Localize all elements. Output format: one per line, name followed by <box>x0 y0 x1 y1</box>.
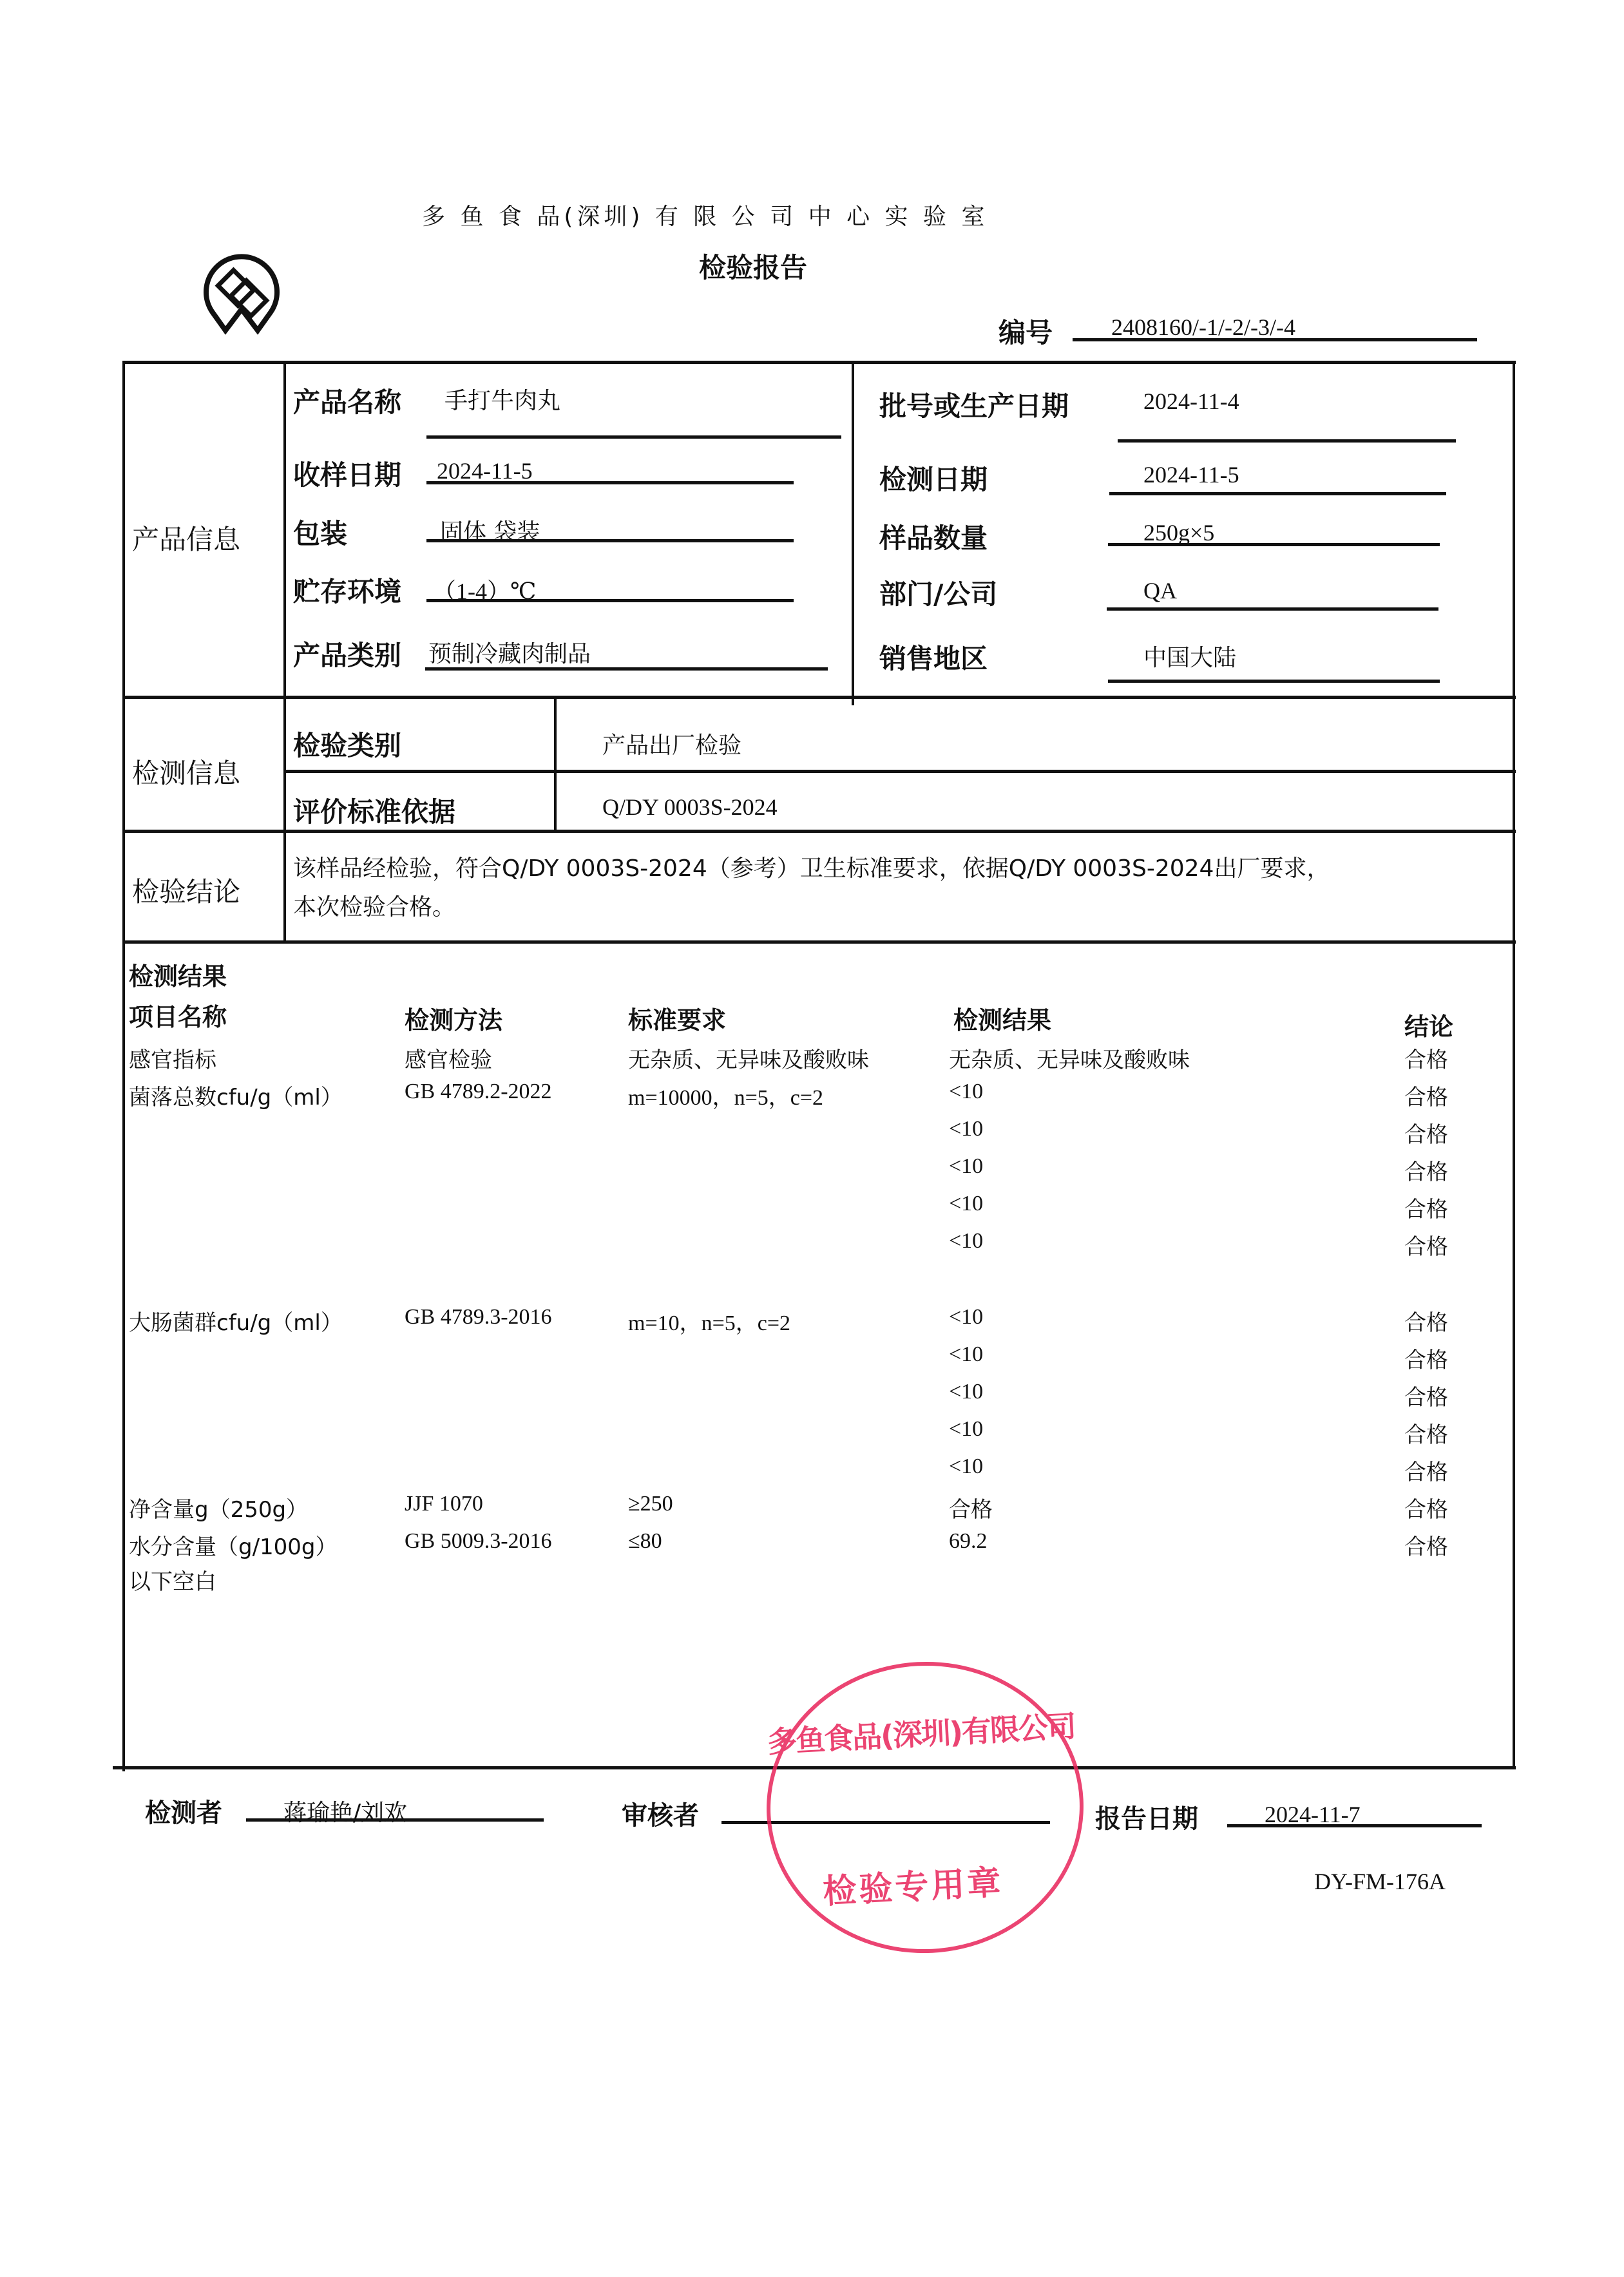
test-info-section-label: 检测信息 <box>132 757 241 789</box>
test-result-cell: 无杂质、无异味及酸败味 <box>949 1049 1190 1072</box>
item-name-cell: 大肠菌群cfu/g（ml） <box>129 1310 343 1336</box>
reviewer-label: 审核者 <box>622 1801 699 1831</box>
column-header-result: 检测结果 <box>953 1006 1052 1034</box>
test-info-row-divider <box>283 770 1516 773</box>
product-name-underline <box>426 435 841 439</box>
item-name-cell: 菌落总数cfu/g（ml） <box>129 1085 343 1110</box>
report-number-value: 2408160/-1/-2/-3/-4 <box>1111 314 1295 340</box>
packaging-underline <box>426 539 794 542</box>
test-info-bottom-border <box>122 830 1516 833</box>
verdict-cell: 合格 <box>1404 1122 1448 1148</box>
report-date-underline <box>1227 1824 1482 1827</box>
tester-underline <box>246 1818 544 1822</box>
verdict-cell: 合格 <box>1404 1422 1448 1448</box>
verdict-cell: 合格 <box>1404 1348 1448 1373</box>
test-result-cell: 合格 <box>949 1498 993 1522</box>
batch-production-date-label: 批号或生产日期 <box>879 390 1069 422</box>
department-label: 部门/公司 <box>879 578 998 610</box>
evaluation-standard-value: Q/DY 0003S-2024 <box>602 794 778 820</box>
stamp-center-text: 检验专用章 <box>822 1863 1004 1912</box>
standard-requirement-cell: 无杂质、无异味及酸败味 <box>628 1049 869 1072</box>
product-name-label: 产品名称 <box>293 386 402 418</box>
product-category-label: 产品类别 <box>293 640 402 671</box>
verdict-cell: 合格 <box>1404 1197 1448 1223</box>
sales-region-label: 销售地区 <box>879 643 988 674</box>
inspection-type-label: 检验类别 <box>293 730 402 761</box>
test-result-cell: <10 <box>949 1417 984 1441</box>
standard-requirement-cell: m=10，n=5，c=2 <box>628 1311 791 1335</box>
company-seal-stamp <box>759 1653 1091 1961</box>
verdict-cell: 合格 <box>1404 1497 1448 1523</box>
test-date-label: 检测日期 <box>879 464 988 495</box>
sample-quantity-value: 250g×5 <box>1143 520 1215 546</box>
verdict-cell: 合格 <box>1404 1085 1448 1110</box>
column-header-item: 项目名称 <box>129 1003 227 1031</box>
sample-quantity-underline <box>1108 543 1440 546</box>
test-result-cell: <10 <box>949 1305 984 1329</box>
test-method-cell: GB 5009.3-2016 <box>405 1529 552 1553</box>
sales-region-underline <box>1108 680 1440 683</box>
test-method-cell: GB 4789.2-2022 <box>405 1080 552 1103</box>
results-title: 检测结果 <box>129 962 227 991</box>
conclusion-text-line-2: 本次检验合格。 <box>293 894 456 920</box>
test-result-cell: <10 <box>949 1380 984 1404</box>
inspection-type-value: 产品出厂检验 <box>602 732 742 759</box>
standard-requirement-cell: ≤80 <box>628 1529 662 1553</box>
report-title: 检验报告 <box>699 252 808 283</box>
test-date-underline <box>1109 492 1446 495</box>
packaging-value: 固体 袋装 <box>440 519 540 546</box>
department-underline <box>1107 607 1438 611</box>
test-date-value: 2024-11-5 <box>1143 462 1239 488</box>
standard-requirement-cell: ≥250 <box>628 1492 673 1516</box>
sales-region-value: 中国大陆 <box>1143 645 1237 671</box>
test-method-cell: 感官检验 <box>405 1049 492 1072</box>
verdict-cell: 合格 <box>1404 1310 1448 1336</box>
item-name-cell: 净含量g（250g） <box>129 1497 309 1523</box>
standard-requirement-cell: m=10000，n=5，c=2 <box>628 1086 824 1110</box>
table-left-border <box>122 361 125 1771</box>
product-info-bottom-border <box>122 696 1516 699</box>
storage-condition-label: 贮存环境 <box>293 576 402 607</box>
table-right-border <box>1513 364 1515 1768</box>
test-result-cell: <10 <box>949 1229 984 1253</box>
section-divider <box>283 361 286 940</box>
report-number-underline <box>1073 338 1477 341</box>
storage-condition-value: （1-4）℃ <box>433 578 537 604</box>
sample-received-date-underline <box>426 481 794 484</box>
conclusion-section-label: 检验结论 <box>132 876 241 908</box>
column-header-verdict: 结论 <box>1404 1013 1454 1041</box>
sample-received-date-label: 收样日期 <box>293 459 402 491</box>
sample-quantity-label: 样品数量 <box>879 522 988 554</box>
verdict-cell: 合格 <box>1404 1159 1448 1185</box>
product-info-section-label: 产品信息 <box>132 524 241 555</box>
evaluation-standard-label: 评价标准依据 <box>293 796 456 828</box>
test-result-cell: 69.2 <box>949 1529 988 1553</box>
batch-production-date-value: 2024-11-4 <box>1143 388 1239 414</box>
table-top-border <box>122 361 1516 364</box>
test-result-cell: <10 <box>949 1154 984 1178</box>
test-result-cell: <10 <box>949 1342 984 1366</box>
report-date-label: 报告日期 <box>1095 1804 1198 1834</box>
verdict-cell: 合格 <box>1404 1047 1448 1073</box>
test-method-cell: GB 4789.3-2016 <box>405 1305 552 1329</box>
sample-received-date-value: 2024-11-5 <box>437 458 533 484</box>
blank-below-note: 以下空白 <box>129 1569 216 1595</box>
product-name-value: 手打牛肉丸 <box>444 388 561 414</box>
verdict-cell: 合格 <box>1404 1385 1448 1411</box>
stamp-arc-text: 多鱼食品(深圳)有限公司 <box>766 1708 1076 1760</box>
department-value: QA <box>1143 578 1177 604</box>
product-info-middle-divider <box>852 361 854 705</box>
item-name-cell: 感官指标 <box>129 1047 216 1073</box>
organization-name: 多 鱼 食 品(深圳) 有 限 公 司 中 心 实 验 室 <box>422 204 989 230</box>
test-result-cell: <10 <box>949 1080 984 1103</box>
tester-value: 蒋瑜艳/刘欢 <box>283 1800 408 1826</box>
test-result-cell: <10 <box>949 1454 984 1478</box>
form-code: DY-FM-176A <box>1314 1869 1446 1894</box>
test-result-cell: <10 <box>949 1117 984 1141</box>
conclusion-text-line-1: 该样品经检验，符合Q/DY 0003S-2024（参考）卫生标准要求，依据Q/DY 0003S-2024出厂要求， <box>293 855 1330 882</box>
item-name-cell: 水分含量（g/100g） <box>129 1534 338 1560</box>
column-header-method: 检测方法 <box>405 1006 503 1034</box>
verdict-cell: 合格 <box>1404 1460 1448 1485</box>
verdict-cell: 合格 <box>1404 1234 1448 1260</box>
storage-condition-underline <box>426 599 794 602</box>
conclusion-bottom-border <box>122 940 1516 944</box>
test-info-inner-divider <box>554 697 557 831</box>
verdict-cell: 合格 <box>1404 1534 1448 1560</box>
product-category-value: 预制冷藏肉制品 <box>428 641 591 667</box>
packaging-label: 包装 <box>293 518 348 549</box>
test-method-cell: JJF 1070 <box>405 1492 483 1516</box>
report-number-label: 编号 <box>998 317 1053 348</box>
batch-production-date-underline <box>1118 439 1456 443</box>
report-date-value: 2024-11-7 <box>1265 1802 1361 1827</box>
tester-label: 检测者 <box>145 1798 222 1828</box>
company-logo-icon <box>196 248 287 338</box>
column-header-standard: 标准要求 <box>628 1006 727 1034</box>
test-result-cell: <10 <box>949 1192 984 1215</box>
product-category-underline <box>425 667 828 671</box>
